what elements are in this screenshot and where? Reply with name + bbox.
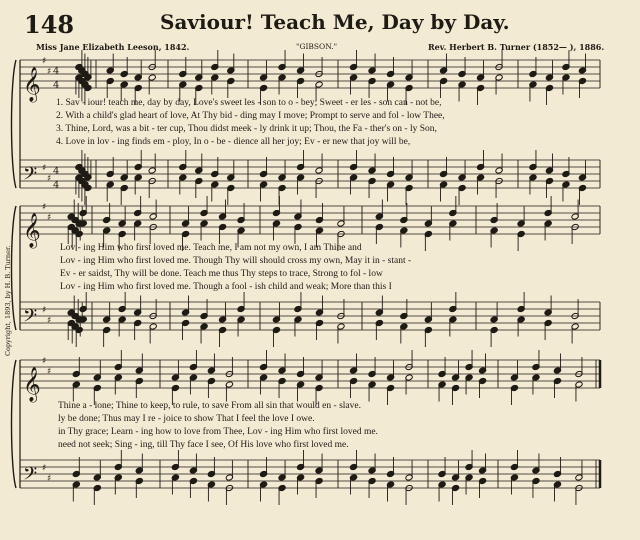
lyric-line: Ev - er saidst, Thy will be done. Teach me thus Thy steps to trace, Strong to fol - low bbox=[60, 269, 383, 279]
treble-clef-icon: 𝄞 bbox=[23, 67, 41, 102]
lyric-line: need not seek; Sing - ing, till Thy face I see, Of His love who first loved me. bbox=[58, 440, 349, 450]
lyric-line: Lov - ing Him who first loved me. Teach me, I am not my own, I am Thine and bbox=[60, 243, 362, 253]
lyric-line: Lov - ing Him who first loved me. Though Thy will should cross my own, May it in - stant - bbox=[60, 256, 412, 266]
key-sharp-icon: ♯ bbox=[47, 474, 52, 484]
hymn-title: Saviour! Teach Me, Day by Day. bbox=[160, 10, 510, 34]
key-sharp-icon: ♯ bbox=[42, 163, 47, 174]
time-signature: 4 bbox=[53, 80, 60, 91]
lyric-line: in Thy grace; Learn - ing how to love from Thee, Lov - ing Him who first loved me. bbox=[58, 427, 378, 437]
treble-clef-icon: 𝄞 bbox=[23, 367, 41, 402]
key-sharp-icon: ♯ bbox=[47, 174, 52, 184]
lyric-line: Thine a - lone; Thine to keep, to rule, to save From all sin that would en - slave. bbox=[58, 401, 361, 411]
copyright-notice: Copyright, 1893, by H. B. Turner. bbox=[4, 245, 12, 356]
lyric-line: ly be done; Thus may I re - joice to show That I feel the love I owe. bbox=[58, 414, 315, 424]
lyric-line: 3. Thine, Lord, was a bit - ter cup, Thou didst meek - ly drink it up; Thou, the Fa - ther's on - ly Son, bbox=[56, 124, 437, 134]
system-brace bbox=[12, 60, 17, 188]
key-sharp-icon: ♯ bbox=[42, 56, 47, 67]
key-sharp-icon: ♯ bbox=[47, 67, 52, 77]
key-sharp-icon: ♯ bbox=[42, 356, 47, 367]
key-sharp-icon: ♯ bbox=[47, 316, 52, 326]
time-signature: 4 bbox=[53, 180, 60, 191]
system-brace bbox=[12, 206, 17, 330]
hymn-number: 148 bbox=[24, 10, 75, 39]
treble-clef-icon: 𝄞 bbox=[23, 213, 41, 248]
tune-name: "GIBSON." bbox=[296, 42, 338, 51]
time-signature: 4 bbox=[53, 166, 60, 177]
lyric-line: Lov - ing Him who first loved me. Though a fool - ish child and weak; More than this I bbox=[60, 282, 392, 292]
lyric-line: 2. With a child's glad heart of love, At Thy bid - ding may I move; Prompt to serve and fol - low Thee, bbox=[56, 111, 445, 121]
key-sharp-icon: ♯ bbox=[42, 202, 47, 213]
time-signature: 4 bbox=[53, 66, 60, 77]
lyric-line: 1. Sav - iour! teach me, day by day, Love's sweet les - son to o - bey; Sweet - er les - son can - not be, bbox=[56, 98, 442, 108]
key-sharp-icon: ♯ bbox=[42, 463, 47, 474]
key-sharp-icon: ♯ bbox=[47, 367, 52, 377]
lyric-line: 4. Love in lov - ing finds em - ploy, In o - be - dience all her joy; Ev - er new that joy will be, bbox=[56, 137, 411, 147]
composer-credit: Rev. Herbert B. Turner (1852— ), 1886. bbox=[428, 42, 605, 52]
bass-clef-icon: 𝄢 bbox=[23, 306, 38, 331]
bass-clef-icon: 𝄢 bbox=[23, 464, 38, 489]
system-brace bbox=[12, 360, 17, 488]
key-sharp-icon: ♯ bbox=[47, 213, 52, 223]
author-credit: Miss Jane Elizabeth Leeson, 1842. bbox=[36, 42, 190, 52]
bass-clef-icon: 𝄢 bbox=[23, 164, 38, 189]
key-sharp-icon: ♯ bbox=[42, 305, 47, 316]
